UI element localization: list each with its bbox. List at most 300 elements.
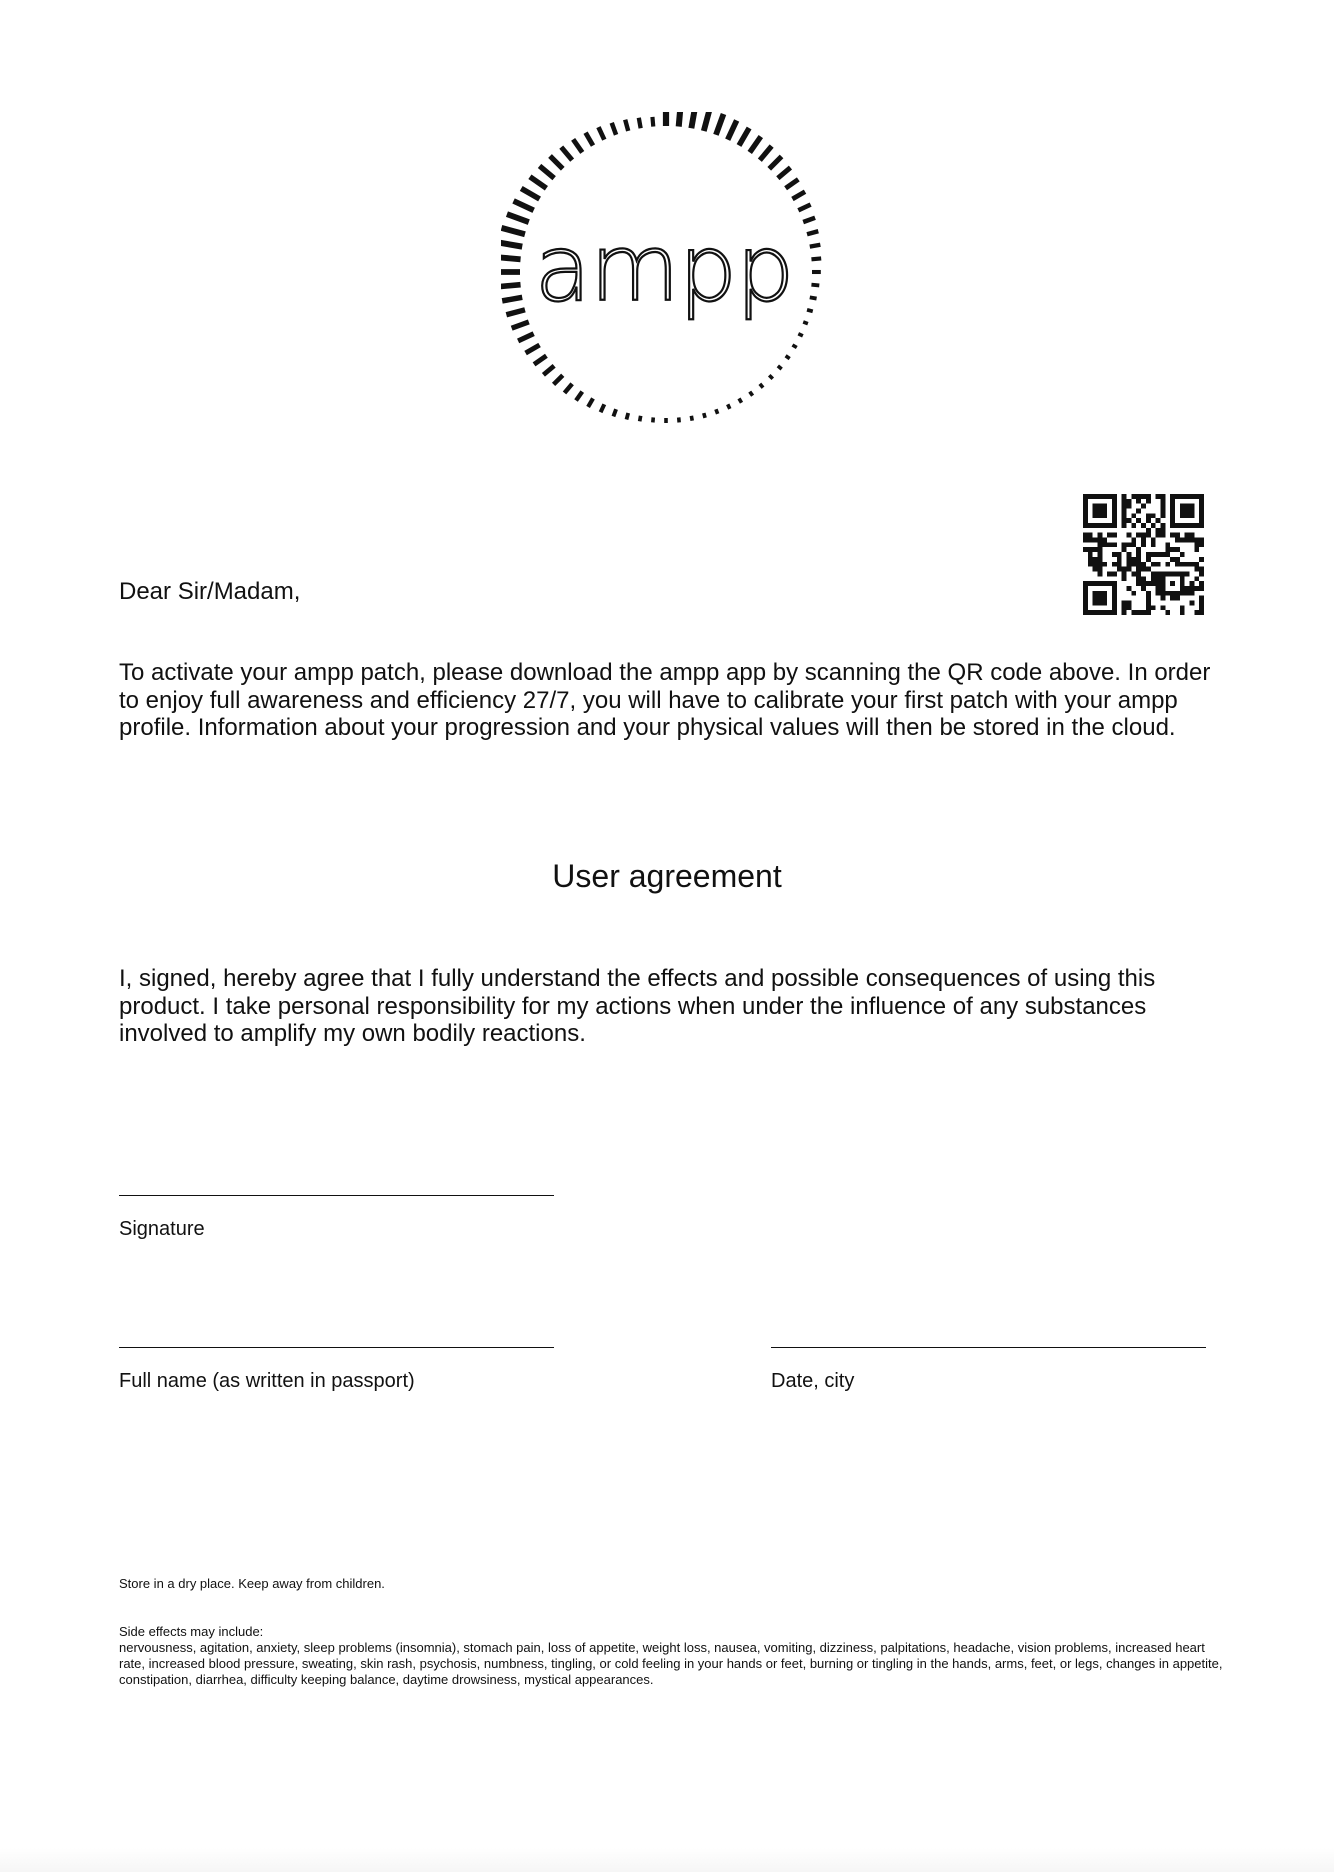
qr-module	[1160, 591, 1165, 596]
qr-module	[1098, 610, 1103, 615]
qr-module	[1122, 610, 1127, 615]
qr-module	[1098, 494, 1103, 499]
qr-module	[1199, 586, 1204, 591]
qr-module	[1083, 610, 1088, 615]
qr-module	[1141, 586, 1146, 591]
logo-tick	[543, 366, 554, 375]
full-name-label: Full name (as written in passport)	[119, 1370, 415, 1392]
logo-tick	[810, 245, 821, 247]
qr-module	[1136, 557, 1141, 562]
qr-module	[1122, 567, 1127, 572]
date-city-line[interactable]	[771, 1347, 1206, 1348]
qr-module	[1117, 567, 1122, 572]
qr-module	[1146, 596, 1151, 601]
qr-module	[1189, 513, 1194, 518]
qr-module	[1165, 547, 1170, 552]
qr-module	[1180, 513, 1185, 518]
logo-tick	[769, 375, 773, 379]
qr-module	[1189, 581, 1194, 586]
logo-tick	[501, 257, 521, 259]
qr-module	[1189, 562, 1194, 567]
logo-tick	[564, 384, 572, 393]
qr-module	[1112, 523, 1117, 528]
qr-module	[1098, 567, 1103, 572]
qr-module	[1093, 581, 1098, 586]
qr-module	[1127, 562, 1132, 567]
qr-module	[1180, 504, 1185, 509]
qr-module	[1189, 509, 1194, 514]
qr-module	[1136, 552, 1141, 557]
qr-module	[1146, 518, 1151, 523]
qr-module	[1088, 557, 1093, 562]
qr-module	[1098, 552, 1103, 557]
qr-module	[1156, 576, 1161, 581]
qr-module	[1199, 605, 1204, 610]
logo-tick	[534, 356, 546, 365]
qr-module	[1136, 533, 1141, 538]
logo-tick	[739, 128, 749, 146]
qr-module	[1170, 494, 1175, 499]
qr-module	[1112, 591, 1117, 596]
qr-module	[1170, 591, 1175, 596]
qr-module	[1131, 591, 1136, 596]
qr-module	[1112, 600, 1117, 605]
qr-module	[1131, 542, 1136, 547]
logo-tick	[807, 310, 813, 312]
qr-module	[1151, 538, 1156, 543]
qr-code-icon	[1081, 494, 1206, 615]
logo-tick	[512, 322, 529, 328]
qr-module	[1170, 513, 1175, 518]
qr-module	[1098, 538, 1103, 543]
qr-module	[1127, 605, 1132, 610]
logo-tick	[507, 214, 529, 222]
logo-tick	[803, 322, 808, 324]
qr-module	[1180, 494, 1185, 499]
qr-module	[1107, 523, 1112, 528]
qr-module	[1122, 571, 1127, 576]
qr-module	[1127, 557, 1132, 562]
qr-module	[1122, 523, 1127, 528]
qr-module	[1146, 528, 1151, 533]
qr-module	[1088, 523, 1093, 528]
qr-module	[1131, 513, 1136, 518]
logo-wordmark: ampp	[534, 215, 794, 322]
qr-module	[1127, 567, 1132, 572]
agreement-text: I, signed, hereby agree that I fully understand the effects and possible consequences of using this product. I take personal responsibility for my actions when under the influence of any substances involved to amplify my own bodily reactions.	[119, 965, 1156, 1047]
date-city-label: Date, city	[771, 1370, 855, 1392]
logo-tick	[506, 310, 525, 315]
qr-module	[1160, 499, 1165, 504]
qr-module	[1102, 494, 1107, 499]
qr-module	[1136, 567, 1141, 572]
qr-module	[1098, 596, 1103, 601]
qr-module	[1170, 499, 1175, 504]
qr-module	[1098, 591, 1103, 596]
logo-tick	[640, 416, 641, 422]
logo-tick	[612, 123, 616, 135]
qr-module	[1122, 518, 1127, 523]
logo-tick	[501, 228, 524, 234]
logo-tick	[750, 137, 761, 153]
qr-module	[1098, 600, 1103, 605]
qr-module	[1194, 576, 1199, 581]
qr-module	[1189, 504, 1194, 509]
qr-module	[1136, 581, 1141, 586]
qr-module	[1127, 533, 1132, 538]
qr-module	[1083, 513, 1088, 518]
qr-module	[1185, 533, 1190, 538]
qr-module	[1175, 557, 1180, 562]
qr-module	[1093, 523, 1098, 528]
logo-tick	[601, 404, 605, 412]
qr-module	[1083, 605, 1088, 610]
qr-module	[1093, 562, 1098, 567]
qr-module	[1185, 494, 1190, 499]
salutation: Dear Sir/Madam,	[119, 578, 301, 605]
qr-module	[1199, 596, 1204, 601]
qr-module	[1112, 494, 1117, 499]
qr-module	[1189, 538, 1194, 543]
qr-module	[1107, 542, 1112, 547]
qr-module	[1189, 533, 1194, 538]
qr-module	[1098, 562, 1103, 567]
qr-module	[1122, 576, 1127, 581]
qr-module	[1136, 576, 1141, 581]
qr-code-graphic	[1081, 494, 1206, 615]
qr-module	[1112, 581, 1117, 586]
qr-module	[1131, 571, 1136, 576]
logo-tick	[704, 112, 710, 131]
qr-module	[1098, 581, 1103, 586]
intro-paragraph: To activate your ampp patch, please download the ampp app by scanning the QR code above. In order to enjoy full awareness and efficiency 27/7, you will have to calibrate your first patch with your ampp profile. Information about your progression and your physical values will then be stored in the cloud.	[119, 659, 1211, 741]
qr-module	[1127, 552, 1132, 557]
logo-tick	[810, 297, 817, 298]
qr-module	[1170, 596, 1175, 601]
qr-module	[1083, 596, 1088, 601]
logo-tick	[639, 118, 641, 129]
qr-module	[1093, 509, 1098, 514]
qr-module	[1185, 504, 1190, 509]
qr-module	[1136, 610, 1141, 615]
qr-module	[1112, 518, 1117, 523]
qr-module	[1160, 523, 1165, 528]
qr-module	[1199, 518, 1204, 523]
logo-tick	[521, 188, 539, 199]
qr-module	[1141, 542, 1146, 547]
qr-module	[1141, 576, 1146, 581]
qr-module	[1112, 562, 1117, 567]
qr-module	[1160, 533, 1165, 538]
logo-tick	[502, 297, 522, 301]
qr-module	[1112, 610, 1117, 615]
qr-module	[1180, 562, 1185, 567]
qr-module	[1131, 494, 1136, 499]
ampp-logo-graphic	[501, 112, 831, 432]
qr-module	[1102, 523, 1107, 528]
qr-module	[1083, 504, 1088, 509]
qr-module	[1194, 547, 1199, 552]
qr-module	[1194, 542, 1199, 547]
logo-tick	[501, 242, 522, 246]
qr-module	[1156, 591, 1161, 596]
qr-module	[1088, 552, 1093, 557]
qr-module	[1185, 571, 1190, 576]
qr-module	[1098, 542, 1103, 547]
qr-module	[1189, 586, 1194, 591]
qr-module	[1160, 581, 1165, 586]
qr-module	[1151, 571, 1156, 576]
logo-tick	[750, 392, 753, 396]
ampp-logo	[501, 112, 831, 432]
qr-module	[1160, 494, 1165, 499]
qr-module	[1117, 552, 1122, 557]
qr-module	[1151, 562, 1156, 567]
qr-module	[1141, 562, 1146, 567]
qr-module	[1093, 610, 1098, 615]
qr-module	[1194, 567, 1199, 572]
qr-module	[1093, 538, 1098, 543]
qr-module	[1127, 600, 1132, 605]
qr-module	[1102, 591, 1107, 596]
qr-module	[1199, 581, 1204, 586]
qr-module	[1199, 542, 1204, 547]
agreement-title: User agreement	[552, 858, 782, 894]
qr-module	[1180, 591, 1185, 596]
qr-module	[1180, 571, 1185, 576]
qr-module	[1180, 509, 1185, 514]
qr-module	[1146, 494, 1151, 499]
qr-module	[1102, 562, 1107, 567]
qr-module	[1199, 557, 1204, 562]
qr-module	[1160, 571, 1165, 576]
logo-tick	[691, 112, 695, 128]
qr-module	[1088, 610, 1093, 615]
qr-module	[1175, 494, 1180, 499]
qr-module	[1146, 557, 1151, 562]
full-name-line[interactable]	[119, 1347, 554, 1348]
logo-tick	[739, 398, 742, 402]
qr-module	[1156, 581, 1161, 586]
qr-module	[1156, 494, 1161, 499]
logo-tick	[728, 404, 730, 409]
qr-module	[1199, 523, 1204, 528]
qr-module	[1122, 494, 1127, 499]
qr-module	[1185, 591, 1190, 596]
qr-module	[1098, 571, 1103, 576]
qr-module	[1102, 581, 1107, 586]
qr-module	[1151, 581, 1156, 586]
qr-module	[1151, 542, 1156, 547]
logo-tick	[588, 398, 593, 407]
logo-tick	[613, 409, 616, 416]
qr-module	[1199, 494, 1204, 499]
logo-tick	[679, 112, 681, 127]
qr-module	[1112, 513, 1117, 518]
qr-module	[1165, 571, 1170, 576]
qr-module	[1180, 576, 1185, 581]
qr-module	[1093, 504, 1098, 509]
qr-module	[1199, 538, 1204, 543]
qr-module	[1175, 523, 1180, 528]
logo-tick	[798, 334, 803, 336]
signature-label: Signature	[119, 1218, 205, 1240]
qr-module	[1194, 562, 1199, 567]
qr-module	[1083, 499, 1088, 504]
qr-module	[1160, 528, 1165, 533]
qr-module	[1102, 542, 1107, 547]
qr-module	[1160, 552, 1165, 557]
qr-module	[1156, 571, 1161, 576]
qr-module	[1102, 538, 1107, 543]
logo-tick	[778, 366, 782, 369]
qr-module	[1093, 557, 1098, 562]
qr-module	[1170, 504, 1175, 509]
logo-tick	[514, 201, 534, 210]
signature-line[interactable]	[119, 1195, 554, 1196]
logo-tick	[786, 356, 790, 359]
logo-tick	[576, 392, 582, 401]
qr-module	[1175, 596, 1180, 601]
qr-module	[1107, 533, 1112, 538]
qr-module	[1112, 533, 1117, 538]
qr-module	[1151, 552, 1156, 557]
qr-module	[1180, 610, 1185, 615]
qr-module	[1180, 586, 1185, 591]
qr-module	[1180, 605, 1185, 610]
qr-module	[1131, 610, 1136, 615]
qr-module	[1127, 586, 1132, 591]
qr-module	[1185, 586, 1190, 591]
logo-tick	[716, 114, 724, 135]
qr-module	[1146, 533, 1151, 538]
qr-module	[1165, 591, 1170, 596]
qr-module	[1112, 504, 1117, 509]
qr-module	[1160, 586, 1165, 591]
qr-module	[1194, 523, 1199, 528]
qr-module	[1098, 557, 1103, 562]
qr-module	[1189, 600, 1194, 605]
logo-tick	[716, 409, 718, 414]
logo-tick	[811, 285, 819, 286]
qr-module	[1083, 523, 1088, 528]
side-effects-list: nervousness, agitation, anxiety, sleep problems (insomnia), stomach pain, loss of appetite, weight loss, nausea, vomiting, dizziness, palpitations, headache, vision problems, increased heart rate, increased blood pressure, sweating, skin rash, psychosis, numbness, tingling, or cold feeling in your hands or feet, burning or tingling in the hands, arms, feet, or legs, changes in appetite, constipation, diarrhea, difficulty keeping balance, daytime drowsiness, mystical appearances.	[119, 1640, 1223, 1687]
qr-module	[1146, 513, 1151, 518]
logo-tick	[728, 120, 737, 139]
logo-tick	[691, 416, 692, 421]
qr-module	[1185, 538, 1190, 543]
qr-module	[1194, 586, 1199, 591]
qr-module	[1083, 581, 1088, 586]
qr-module	[1194, 538, 1199, 543]
qr-module	[1170, 571, 1175, 576]
qr-module	[1185, 562, 1190, 567]
qr-module	[1083, 591, 1088, 596]
qr-module	[1131, 562, 1136, 567]
qr-module	[1141, 610, 1146, 615]
qr-module	[1127, 499, 1132, 504]
qr-module	[1136, 494, 1141, 499]
logo-tick	[526, 345, 540, 353]
logo-tick	[598, 127, 604, 140]
logo-tick	[807, 231, 818, 234]
qr-module	[1185, 513, 1190, 518]
qr-module	[1170, 523, 1175, 528]
storage-note: Store in a dry place. Keep away from children.	[119, 1576, 385, 1591]
qr-module	[1136, 518, 1141, 523]
qr-module	[1088, 562, 1093, 567]
qr-module	[1112, 509, 1117, 514]
qr-module	[1160, 509, 1165, 514]
qr-module	[1127, 542, 1132, 547]
qr-module	[1151, 605, 1156, 610]
qr-module	[1102, 596, 1107, 601]
qr-module	[1141, 538, 1146, 543]
qr-module	[1098, 504, 1103, 509]
qr-module	[1122, 499, 1127, 504]
logo-tick	[760, 146, 772, 160]
qr-module	[1083, 518, 1088, 523]
qr-module	[1199, 600, 1204, 605]
qr-module	[1146, 567, 1151, 572]
qr-module	[1136, 509, 1141, 514]
qr-module	[1156, 533, 1161, 538]
qr-module	[1160, 596, 1165, 601]
qr-module	[1127, 518, 1132, 523]
qr-module	[1141, 494, 1146, 499]
qr-module	[1088, 494, 1093, 499]
logo-tick	[769, 156, 781, 168]
qr-module	[1170, 533, 1175, 538]
qr-module	[1122, 509, 1127, 514]
qr-module	[1098, 547, 1103, 552]
qr-module	[1093, 513, 1098, 518]
qr-module	[1170, 509, 1175, 514]
qr-module	[1117, 562, 1122, 567]
qr-module	[1175, 538, 1180, 543]
qr-module	[1122, 542, 1127, 547]
qr-module	[1175, 562, 1180, 567]
qr-module	[1199, 499, 1204, 504]
qr-module	[1083, 494, 1088, 499]
qr-module	[1141, 567, 1146, 572]
qr-module	[1170, 547, 1175, 552]
qr-module	[1131, 557, 1136, 562]
qr-module	[1083, 600, 1088, 605]
qr-module	[1146, 591, 1151, 596]
logo-tick	[626, 413, 628, 419]
logo-tick	[786, 179, 799, 188]
qr-module	[1141, 533, 1146, 538]
logo-tick	[554, 375, 563, 384]
qr-module	[1088, 538, 1093, 543]
qr-module	[1156, 586, 1161, 591]
qr-module	[1112, 596, 1117, 601]
qr-module	[1146, 499, 1151, 504]
qr-module	[1107, 571, 1112, 576]
qr-module	[1199, 610, 1204, 615]
qr-module	[1098, 533, 1103, 538]
qr-module	[1199, 513, 1204, 518]
qr-module	[1165, 562, 1170, 567]
qr-module	[1102, 513, 1107, 518]
qr-module	[1194, 494, 1199, 499]
qr-module	[1146, 600, 1151, 605]
qr-module	[1102, 509, 1107, 514]
qr-module	[1185, 523, 1190, 528]
logo-tick	[573, 139, 582, 152]
qr-module	[1199, 504, 1204, 509]
